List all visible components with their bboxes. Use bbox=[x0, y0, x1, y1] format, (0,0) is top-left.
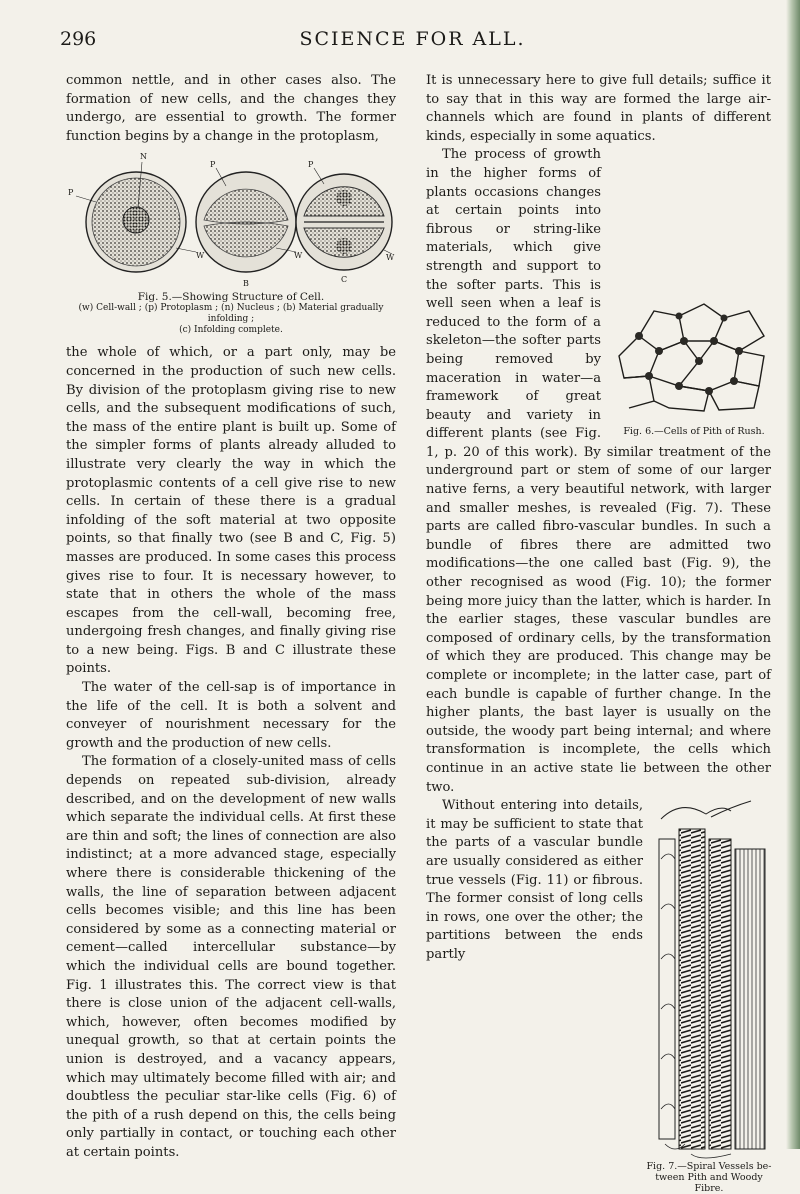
label-p: P bbox=[68, 188, 74, 198]
spiral-vessels-illustration bbox=[651, 799, 771, 1169]
paragraph: The water of the cell-sap is of importance in the life of the cell. It is both a solvent and conveyer of nourishment necessary for the growth and the production of new cells. bbox=[66, 680, 396, 751]
paragraph: The process of growth in the higher forms of plants occasions changes at certain points into fibrous or string-like materials, which give strength and support to the softer parts. This is well seen when a leaf is reduced to the form of a skeleton—the softer parts being removed by maceration in water—a framework of great beauty and variety in different plants (see Fig. 1, p. 20 of this work). By similar treatment of the underground part or stem of some of our larger native ferns, a very beautiful network, with larger and smaller meshes, is revealed (Fig. 7). These parts are called fibro-vascular bundles. In such a bundle of fibres there are admitted two modifications—the one called bast (Fig. 9), the other recognised as wood (Fig. 10); the former being more juicy than the latter, which is harder. In the earlier stages, these vascular bundles are composed of ordinary cells, by the transformation of which they are produced. This change may be complete or incomplete; in the latter case, part of each bundle is capable of further change. In the higher plants, the bast layer is usually on the outside, the woody part being internal; and where transformation is incomplete, the cells which continue in an active state lie between the other two. bbox=[426, 147, 771, 795]
figure-6-caption: Fig. 6.—Cells of Pith of Rush. bbox=[623, 426, 765, 438]
left-column bbox=[66, 72, 396, 1163]
paragraph: the whole of which, or a part only, may be concerned in the production of such new cells. By division of the protoplasm giving rise to new cells, and the subsequent modifications of such, the mass of the entire plant is built up. Some of the simpler forms of plants already alluded to illustrate very clearly the way in which the protoplasmic contents of a cell give rise to new cells. In certain of these there is a gradual infolding of the soft material at two opposite points, so that finally two (see B and C, Fig. 5) masses are produced. In some cases this process gives rise to four. It is necessary however, to state that in others the whole of the mass escapes from the cell-wall, becoming free, undergoing fresh changes, and finally giving rise to a new being. Figs. B and C illustrate these points. bbox=[66, 345, 396, 677]
figure-7 bbox=[646, 799, 772, 1194]
label-p: P bbox=[210, 160, 216, 170]
cell-b bbox=[196, 168, 296, 272]
page-number: 296 bbox=[60, 28, 97, 50]
cell-c bbox=[296, 168, 392, 270]
figure-6 bbox=[609, 296, 771, 438]
label-w: W bbox=[196, 251, 205, 261]
running-title: SCIENCE FOR ALL. bbox=[299, 28, 526, 50]
figure-5-caption bbox=[66, 292, 396, 336]
figure-5-legend: (w) Cell-wall ; (p) Protoplasm ; (n) Nucleus ; (b) Material gradually infolding ; bbox=[78, 303, 384, 325]
paragraph: common nettle, and in other cases also. The formation of new cells, and the changes they undergo, are essential to growth. The former function begins by a change in the protoplasm, bbox=[66, 73, 396, 144]
label-w: W bbox=[294, 251, 303, 261]
pith-cells-illustration bbox=[609, 296, 769, 414]
paragraph: Without entering into details, it may be sufficient to state that the parts of a vascular bundle are usually considered as either true vessels (Fig. 11) or fibrous. The former consist of long cells in rows, one over the other; the partitions between the ends partly bbox=[426, 798, 643, 962]
page-header bbox=[60, 28, 765, 58]
paragraph: It is unnecessary here to give full details; suffice it to say that in this way are formed the large air-channels which are found in plants of different kinds, especially in some aquatics. bbox=[426, 73, 771, 144]
paragraph: The formation of a closely-united mass of cells depends on repeated sub-division, already described, and on the development of new walls which separate the individual cells. At first these are thin and soft; the lines of connection are also indistinct; at a more advanced stage, especially where there is considerable thickening of the walls, the line of separation between adjacent cells becomes visible; and this line has been considered by some as a connecting material or cement—called intercellular substance—by which the individual cells are bound together. Fig. 1 illustrates this. The correct view is that there is close union of the adjacent cell-walls, which, however, often becomes modified by unequal growth, so that at certain points the union is destroyed, and a vacancy appears, which may ultimately become filled with air; and doubtless the peculiar star-like cells (Fig. 6) of the pith of a rush depend on this, the cells being only partially in contact, or touching each other at certain points. bbox=[66, 754, 396, 1160]
right-column bbox=[426, 72, 771, 1194]
page-edge bbox=[786, 0, 800, 1149]
label-b: B bbox=[243, 279, 249, 289]
figure-5 bbox=[66, 150, 396, 288]
label-w: W bbox=[386, 253, 395, 263]
cell-structure-illustration bbox=[66, 150, 396, 288]
figure-5-title: Fig. 5.—Showing Structure of Cell. bbox=[137, 291, 325, 304]
label-p: P bbox=[308, 160, 314, 170]
label-n: N bbox=[140, 152, 147, 162]
figure-7-caption: Fig. 7.—Spiral Vessels be- tween Pith and Woody Fibre. bbox=[646, 1161, 772, 1194]
figure-5-legend-2: (c) Infolding complete. bbox=[179, 325, 283, 336]
label-c: C bbox=[341, 275, 348, 285]
cell-a bbox=[76, 162, 196, 272]
